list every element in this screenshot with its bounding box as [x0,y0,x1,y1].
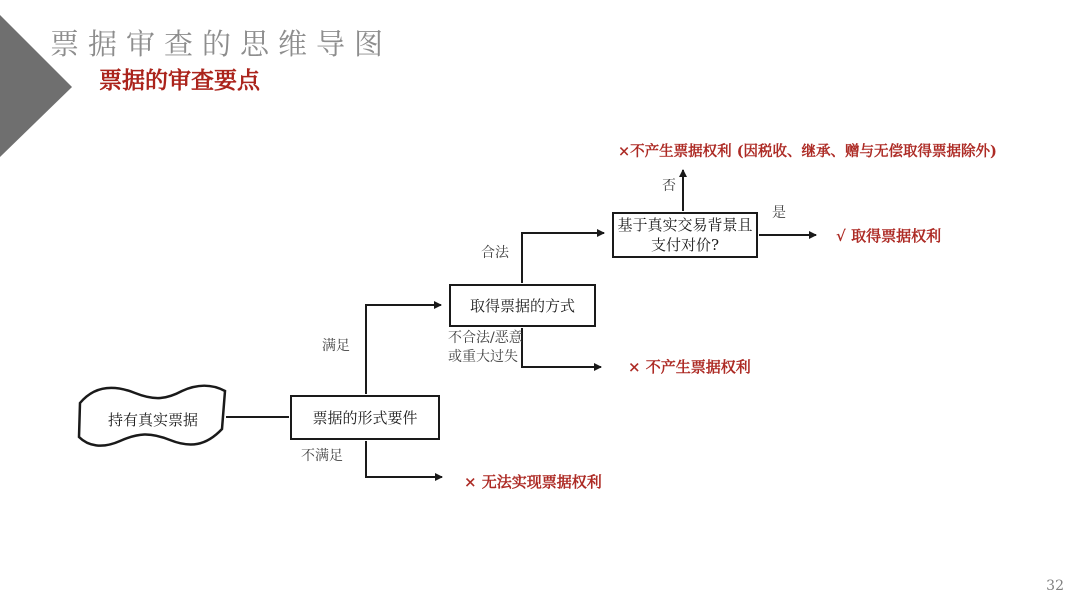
outcome-acquire-right: √ 取得票据权利 [836,227,942,245]
edge-label-satisfied: 满足 [322,338,350,354]
page-subtitle: 票据的审查要点 [99,67,260,94]
edge-method-to-basis [522,233,604,283]
edge-label-legal: 合法 [481,245,509,261]
edge-label-no: 否 [662,178,676,194]
edge-label-illegal [448,329,523,367]
page-number: 32 [1046,578,1064,594]
node-acquisition-method-label: 取得票据的方式 [469,296,575,315]
start-node-label: 持有真实票据 [107,411,198,429]
node-transaction-basis [612,212,758,258]
node-formal-requirements [290,395,440,440]
edge-label-yes: 是 [772,205,786,221]
outcome-no-right-exception: ×不产生票据权利 (因税收、继承、赠与无偿取得票据除外) [618,143,997,160]
node-transaction-basis-line2: 支付对价? [650,236,720,254]
edge-formal-to-cannot-realize [366,441,442,477]
node-formal-requirements-label: 票据的形式要件 [312,408,418,427]
outcome-no-right: × 不产生票据权利 [628,358,751,376]
page-title: 票据审查的思维导图 [50,27,393,61]
edge-formal-to-method [366,305,441,394]
edge-method-to-no-right [522,328,601,367]
outcome-cannot-realize: × 无法实现票据权利 [464,473,602,491]
node-transaction-basis-line1: 基于真实交易背景且 [617,216,753,234]
node-acquisition-method [449,284,596,327]
edge-label-not-satisfied: 不满足 [301,448,343,464]
edge-label-illegal-line2: 或重大过失 [448,349,518,365]
edge-label-illegal-line1: 不合法/恶意 [448,330,523,346]
